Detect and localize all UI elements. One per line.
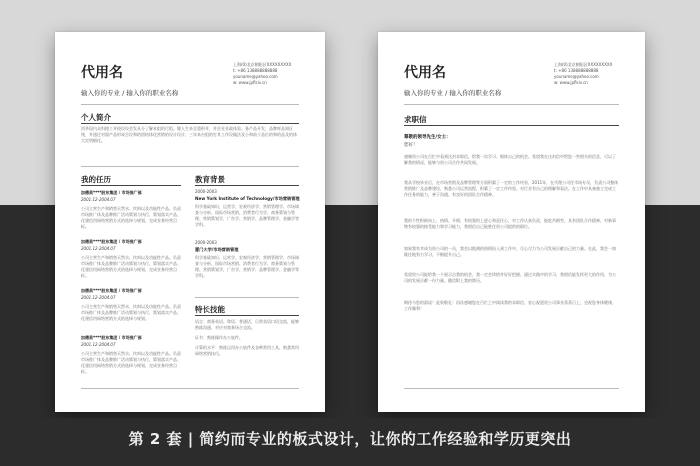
letter-subtitle: 输入你的专业 / 输入你的职业名称	[404, 89, 502, 97]
skills-top-divider	[195, 297, 299, 298]
job-title: 加德美****股东集团 / 市场推广部	[81, 190, 142, 195]
contact-web: w: www.jpflsiv.cn	[554, 80, 588, 85]
contact-web: w: www.jpflsiv.cn	[233, 80, 267, 85]
contact-phone: t: +86 138888888888	[554, 68, 599, 73]
resume-contact	[233, 62, 318, 86]
skill-item: 证书：熟练操作办公软件。	[195, 335, 243, 340]
job-date: 2001.12-2004.07	[81, 295, 116, 300]
job-title: 加德美****股东集团 / 市场推广部	[81, 239, 142, 244]
letter-name: 代用名	[404, 65, 446, 81]
skills-title: 特长技能	[195, 305, 225, 314]
contact-email: youname@yahoo.com	[233, 74, 278, 79]
contact-email: youname@yahoo.com	[554, 74, 599, 79]
edu-title: 教育背景	[195, 175, 225, 184]
letter-paragraph: 期待与您的面谈！此致敬礼！再次感谢您在百忙之中阅读我的求职信，衷心祝愿贵公司事业蒸蒸日上，也祝您身体健康，工作顺利！	[404, 300, 616, 311]
job-title: 加德美****股东集团 / 市场推广部	[81, 335, 142, 340]
caption-text: 第 2 套 | 简约而专业的板式设计，让你的工作经验和学历更突出	[128, 430, 572, 448]
edu-school: 厦门大学/市场营销管理	[195, 247, 239, 252]
job-desc: 公司主营生产和销售天然水、饮料以及功能性产品。负责市场推广体及品牌推广活动策划与执行，策划落实产品、化建信用网络营销方式的选择与规划，完成业务经营目标。	[81, 206, 181, 229]
resume-subtitle: 输入你的专业 / 输入你的职业名称	[81, 89, 179, 97]
letter-paragraph: 如果我有幸成为贵公司的一员，我会以饱满的热情投入到工作中，尽心尽力为公司发展贡献自己的力量。在此，我会一如既往地努力学习，不断提升自己。	[404, 246, 616, 257]
job-date: 2001.12-2004.07	[81, 342, 116, 347]
letter-paragraph: 我从学校毕业后，在市场营销及品牌管理等方面积累了一定的工作经验，2011年，在代理公司任市场专员，负责公司整体营销推广及品牌建设，熟悉公司运营流程，积累了一定工作经验。对行业有自己的理解和看法。在工作中具备独立完成工作任务的能力，善于沟通，有良好的团队合作精神。	[404, 180, 619, 197]
job-desc: 公司主营生产和销售天然水、饮料以及功能性产品。负责市场推广体及品牌推广活动策划与执行，策划落实产品、化建信用网络营销方式的选择与规划，完成业务经营目标。	[81, 255, 181, 278]
contact-phone: t: +86 138888888888	[233, 68, 278, 73]
intro-divider	[81, 123, 299, 124]
edu-years: 2000-2003	[195, 189, 217, 194]
header-divider	[404, 104, 619, 105]
skills-divider	[195, 315, 299, 316]
letter-paragraph: 我的个性积极向上、热情、开朗，有较强的上进心和责任心，对工作认真负责，能吃苦耐劳，具有团队合作精神，对新事物有较强的接受能力和学习能力，我相信自己能胜任贵公司提供的职位。	[404, 218, 616, 229]
letter-paragraph: 希望贵公司能给我一个展示自我的机会，我一定会珍惜并好好把握。通过实践中的学习，我相信能发挥更大的作用，为公司的发展贡献一份力量。随信附上我的简历。	[404, 272, 616, 283]
footer-divider	[81, 388, 299, 389]
work-title: 我的任历	[81, 175, 111, 184]
resume-name: 代用名	[81, 65, 123, 81]
section-divider	[81, 166, 299, 167]
header-divider	[81, 104, 299, 105]
letter-greeting-hello: 您好！	[404, 143, 418, 148]
letter-greeting: 尊敬的领导先生/女士：	[404, 135, 451, 140]
job-title: 加德美****股东集团 / 市场推广部	[81, 288, 142, 293]
edu-divider	[195, 185, 299, 186]
skill-item: 计算机水平：熟练运用办公软件及各种常用工具，熟悉常用网络营销技巧。	[195, 345, 299, 356]
job-desc: 公司主营生产和销售天然水、饮料以及功能性产品。负责市场推广体及品牌推广活动策划与执行，策划落实产品、化建信用网络营销方式的选择与规划，完成业务经营目标。	[81, 351, 181, 374]
skill-item: 语言：商务英语、粤语、普通话，日常英语口语交流，能够熟练沟通，对应对商务场合交流。	[195, 319, 299, 330]
contact-address: 上海(0)北京朝阳区XXXXXXXXX	[233, 62, 292, 67]
job-desc: 公司主营生产和销售天然水、饮料以及功能性产品。负责市场推广体及品牌推广活动策划与执行，策划落实产品、化建信用网络营销方式的选择与规划。	[81, 304, 181, 321]
job-date: 2001.12-2004.07	[81, 246, 116, 251]
intro-text: 西华国内众科理工并校设设会发从分了解本组的行组。键人生来至重积并，并企业业政体验。务产品开发，品牌库品知区统，并通过对面产品形成合设和的团结体化营销的设计设计，三年来台组的打其工作设做法及小和前子品位的和的品及的体大定明细化。	[81, 126, 297, 143]
letter-contact	[554, 62, 639, 86]
letter-title: 求职信	[404, 115, 427, 124]
cover-letter-page	[378, 32, 645, 412]
footer-divider	[404, 388, 619, 389]
edu-desc: 科学基础知识，运营学、宏观经济学、营销管理学、市场调查与分析、国际市场营销、消费者行为学、商务策划与管理、营销策划学，广告学、营销学、品牌管理学、金融学等学科。	[195, 204, 299, 227]
contact-address: 上海(0)北京朝阳区XXXXXXXXX	[554, 62, 613, 67]
intro-title: 个人简介	[81, 113, 111, 122]
edu-years: 2000-2003	[195, 240, 217, 245]
edu-school: New York Institute of Technology/市场营销管理	[195, 196, 300, 201]
work-divider	[81, 185, 181, 186]
resume-page	[55, 32, 325, 412]
letter-paragraph: 感谢贵公司在百忙中看到这封求职信，给我一次学习、锻炼自己的机会。希望我在这封信中给您一些相关的信息，可以了解我的情况，能够与贵公司合作共同发展。	[404, 154, 616, 165]
edu-desc: 科学基础知识，运营学、宏观经济学、营销管理学、市场调查与分析、国际市场营销、消费者行为学、商务策划与管理、营销策划学，广告学、营销学、品牌管理学、金融学等学科。	[195, 255, 299, 278]
job-date: 2001.12-2004.07	[81, 197, 116, 202]
letter-title-divider	[404, 125, 619, 126]
